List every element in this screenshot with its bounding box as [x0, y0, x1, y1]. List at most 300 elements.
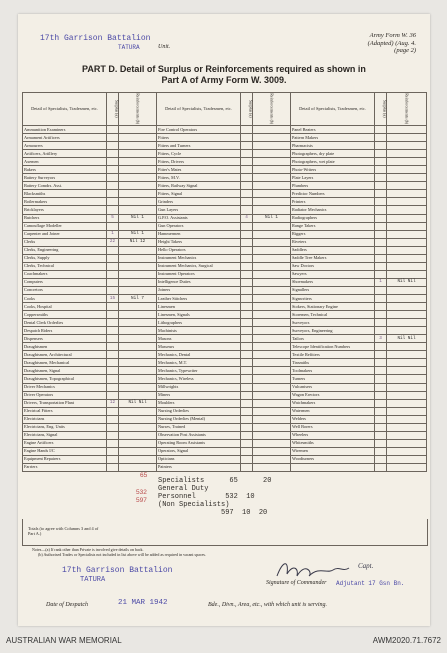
- surplus-cell: [241, 327, 253, 335]
- trade-label: Mechanics, Dental: [157, 351, 241, 359]
- reinforcements-cell: [253, 190, 291, 198]
- surplus-cell: [375, 294, 387, 302]
- trade-label: Wiremen: [291, 447, 375, 455]
- table-row: [23, 383, 427, 391]
- surplus-cell: [241, 375, 253, 383]
- reinforcements-cell: [387, 294, 427, 302]
- trade-label: Printers: [291, 198, 375, 206]
- reinforcements-cell: [387, 142, 427, 150]
- reinforcements-cell: [253, 254, 291, 262]
- reinforcements-cell: [253, 270, 291, 278]
- trade-label: Masseurs: [157, 343, 241, 351]
- reinforcements-cell: [387, 286, 427, 294]
- trade-label: Signwriters: [291, 294, 375, 302]
- trade-label: Instrument Mechanics, Surgical: [157, 262, 241, 270]
- header-surplus: Surplus (a): [241, 93, 253, 126]
- reinforcements-cell: [253, 319, 291, 327]
- reinforcements-cell: [387, 262, 427, 270]
- surplus-cell: [107, 367, 119, 375]
- trade-label: Saddlers: [291, 246, 375, 254]
- surplus-cell: [107, 126, 119, 134]
- surplus-cell: [107, 142, 119, 150]
- trade-label: Plumbers: [291, 182, 375, 190]
- note-b: (b) Authorised Trades or Specialists not included in list above will be added as required in vacant spaces.: [38, 552, 206, 557]
- trade-label: Blacksmiths: [23, 190, 107, 198]
- surplus-cell: [375, 134, 387, 142]
- surplus-cell: [241, 431, 253, 439]
- trade-label: Ammunition Examiners: [23, 126, 107, 134]
- trade-label: Fitter's Mates: [157, 166, 241, 174]
- surplus-cell: [107, 351, 119, 359]
- trade-label: Equipment Repairers: [23, 455, 107, 463]
- surplus-cell: [107, 222, 119, 230]
- header-reinforcements: Reinforcements (b): [387, 93, 427, 126]
- trade-label: Draughtsmen, Topographical: [23, 375, 107, 383]
- trade-label: Sawyers: [291, 270, 375, 278]
- trade-label: Tinsmiths: [291, 359, 375, 367]
- reinforcements-cell: [119, 327, 157, 335]
- red-margin-number: 597: [136, 497, 147, 504]
- reinforcements-cell: [119, 415, 157, 423]
- trade-label: Axemen: [23, 158, 107, 166]
- trade-label: Mechanics, M.T.: [157, 359, 241, 367]
- surplus-cell: [241, 455, 253, 463]
- reinforcements-cell: [253, 198, 291, 206]
- trade-label: Leather Stitchers: [157, 294, 241, 302]
- trade-label: Watermen: [291, 407, 375, 415]
- reinforcements-cell: [119, 222, 157, 230]
- reinforcements-cell: [119, 126, 157, 134]
- table-row: [23, 351, 427, 359]
- surplus-cell: [241, 142, 253, 150]
- reinforcements-cell: Nil 1: [119, 214, 157, 222]
- reinforcements-cell: [253, 407, 291, 415]
- surplus-cell: [107, 455, 119, 463]
- reinforcements-cell: [119, 407, 157, 415]
- specialists-table: [22, 92, 427, 472]
- trade-label: Woodturners: [291, 455, 375, 463]
- trade-label: Pattern Makers: [291, 134, 375, 142]
- reinforcements-cell: [387, 375, 427, 383]
- surplus-cell: [241, 423, 253, 431]
- surplus-cell: [375, 447, 387, 455]
- surplus-cell: [241, 270, 253, 278]
- surplus-cell: [107, 278, 119, 286]
- trade-label: Machinists: [157, 327, 241, 335]
- table-row: [23, 375, 427, 383]
- trade-label: Tailors: [291, 335, 375, 343]
- unit-place-stamp-bottom: TATURA: [80, 576, 106, 584]
- surplus-cell: [107, 383, 119, 391]
- reinforcements-cell: [387, 150, 427, 158]
- surplus-cell: [107, 407, 119, 415]
- form-reference: [368, 32, 416, 55]
- trade-label: Boilermakers: [23, 198, 107, 206]
- trade-label: Artificers, Artillery: [23, 150, 107, 158]
- surplus-cell: [375, 375, 387, 383]
- reinforcements-cell: [253, 359, 291, 367]
- header-reinforcements: Reinforcements (b): [119, 93, 157, 126]
- reinforcements-cell: [253, 399, 291, 407]
- surplus-cell: 3: [375, 335, 387, 343]
- reinforcements-cell: [387, 319, 427, 327]
- reinforcements-cell: [387, 367, 427, 375]
- reinforcements-cell: [387, 423, 427, 431]
- reinforcements-cell: [253, 303, 291, 311]
- trade-label: Grinders: [157, 198, 241, 206]
- reinforcements-cell: [253, 439, 291, 447]
- trade-label: Toolmakers: [291, 367, 375, 375]
- trade-label: Farriers: [23, 463, 107, 471]
- reinforcements-cell: [119, 455, 157, 463]
- trade-label: Nurses, Trained: [157, 423, 241, 431]
- surplus-cell: [107, 303, 119, 311]
- reinforcements-cell: [387, 303, 427, 311]
- trade-label: Electricians: [23, 415, 107, 423]
- reinforcements-cell: [387, 174, 427, 182]
- reinforcements-cell: [253, 455, 291, 463]
- table-row: [23, 319, 427, 327]
- trade-label: Bakers: [23, 166, 107, 174]
- table-row: [23, 439, 427, 447]
- surplus-cell: [107, 198, 119, 206]
- table-row: [23, 182, 427, 190]
- reinforcements-cell: [119, 351, 157, 359]
- totals-line: Specialists 65 20: [158, 477, 272, 485]
- trade-label: Predictor Numbers: [291, 190, 375, 198]
- surplus-cell: [107, 150, 119, 158]
- surplus-cell: [107, 158, 119, 166]
- trade-label: Armament Artificers: [23, 134, 107, 142]
- totals-line: General Duty: [158, 485, 209, 493]
- trade-label: Draughtsmen, Signal: [23, 367, 107, 375]
- signature-annotation: Capt.: [358, 562, 374, 570]
- table-row: [23, 134, 427, 142]
- reinforcements-cell: [119, 134, 157, 142]
- surplus-cell: [375, 262, 387, 270]
- surplus-cell: [375, 351, 387, 359]
- table-row: [23, 431, 427, 439]
- surplus-cell: [107, 166, 119, 174]
- reinforcements-cell: [253, 150, 291, 158]
- trade-label: Clerks, Supply: [23, 254, 107, 262]
- reinforcements-cell: [119, 311, 157, 319]
- reinforcements-cell: [253, 262, 291, 270]
- reinforcements-cell: [253, 463, 291, 471]
- trade-label: Wagon Erectors: [291, 391, 375, 399]
- reinforcements-cell: [387, 343, 427, 351]
- trade-label: Linesmen: [157, 303, 241, 311]
- trade-label: Watchmakers: [291, 399, 375, 407]
- surplus-cell: [241, 463, 253, 471]
- trade-label: Dental Clerk Orderlies: [23, 319, 107, 327]
- totals-line: Personnel 532 10: [158, 493, 255, 501]
- reinforcements-cell: [119, 335, 157, 343]
- reinforcements-cell: [253, 335, 291, 343]
- table-row: [23, 230, 427, 238]
- trade-label: Stokers, Stationary Engine: [291, 303, 375, 311]
- trade-label: Textile Refitters: [291, 351, 375, 359]
- reinforcements-cell: [119, 246, 157, 254]
- surplus-cell: [107, 174, 119, 182]
- trade-label: Wheelers: [291, 431, 375, 439]
- trade-label: [291, 463, 375, 471]
- reinforcements-cell: [119, 198, 157, 206]
- reinforcements-cell: [253, 343, 291, 351]
- trade-label: Engine Artificers: [23, 439, 107, 447]
- surplus-cell: [107, 463, 119, 471]
- table-row: [23, 238, 427, 246]
- surplus-cell: [375, 407, 387, 415]
- table-row: [23, 415, 427, 423]
- trade-label: Riveters: [291, 238, 375, 246]
- trade-label: Engine Hands I/C: [23, 447, 107, 455]
- table-row: [23, 166, 427, 174]
- trade-label: Storemen, Technical: [291, 311, 375, 319]
- surplus-cell: [241, 303, 253, 311]
- form-title-line1: PART D. Detail of Surplus or Reinforcements required as shown in: [82, 64, 366, 74]
- surplus-cell: [375, 383, 387, 391]
- surplus-cell: [375, 391, 387, 399]
- reinforcements-cell: [119, 262, 157, 270]
- reinforcements-cell: [387, 391, 427, 399]
- reinforcements-cell: [387, 407, 427, 415]
- trade-label: Gun Operators: [157, 222, 241, 230]
- trade-label: Panel Beaters: [291, 126, 375, 134]
- table-row: [23, 174, 427, 182]
- trade-label: Height Takers: [157, 238, 241, 246]
- trade-label: Riggers: [291, 230, 375, 238]
- trade-label: Opticians: [157, 455, 241, 463]
- reinforcements-cell: [253, 383, 291, 391]
- reinforcements-cell: [387, 246, 427, 254]
- trade-label: Clerks, Engineering: [23, 246, 107, 254]
- despatch-date-stamp: 21 MAR 1942: [118, 599, 168, 607]
- reinforcements-cell: [253, 431, 291, 439]
- form-title-line2: Part A of Army Form W. 3009.: [161, 75, 287, 85]
- table-row: [23, 327, 427, 335]
- table-row: [23, 367, 427, 375]
- trade-label: Turners: [291, 375, 375, 383]
- table-row: [23, 198, 427, 206]
- despatch-label: Date of Despatch: [46, 602, 88, 608]
- surplus-cell: 12: [107, 399, 119, 407]
- table-row: [23, 222, 427, 230]
- trade-label: Coppersmiths: [23, 311, 107, 319]
- surplus-cell: [375, 423, 387, 431]
- surplus-cell: 4: [241, 214, 253, 222]
- surplus-cell: [375, 150, 387, 158]
- surplus-cell: [375, 399, 387, 407]
- surplus-cell: [241, 126, 253, 134]
- table-row: [23, 399, 427, 407]
- surplus-cell: 1: [375, 278, 387, 286]
- trade-label: Draughtsmen: [23, 343, 107, 351]
- trade-label: Saw Doctors: [291, 262, 375, 270]
- reinforcements-cell: [253, 415, 291, 423]
- reinforcements-cell: [387, 383, 427, 391]
- trade-label: Plate Layers: [291, 174, 375, 182]
- surplus-cell: [375, 174, 387, 182]
- trade-label: Battery Comdrs. Asst.: [23, 182, 107, 190]
- trade-label: Lithographers: [157, 319, 241, 327]
- trade-label: Driver Mechanics: [23, 383, 107, 391]
- reinforcements-cell: [253, 278, 291, 286]
- reinforcements-cell: [253, 294, 291, 302]
- surplus-cell: [375, 455, 387, 463]
- trade-label: Masons: [157, 335, 241, 343]
- reinforcements-cell: [253, 391, 291, 399]
- surplus-cell: [375, 439, 387, 447]
- reinforcements-cell: [119, 182, 157, 190]
- surplus-cell: [375, 246, 387, 254]
- reinforcements-cell: [119, 447, 157, 455]
- table-row: [23, 311, 427, 319]
- table-row: [23, 214, 427, 222]
- totals-block: [158, 477, 271, 517]
- reinforcements-cell: [253, 206, 291, 214]
- surplus-cell: [375, 182, 387, 190]
- form-ref-line1: Army Form W. 36: [369, 32, 416, 39]
- surplus-cell: [241, 399, 253, 407]
- trade-label: Joiners: [157, 286, 241, 294]
- reinforcements-cell: [253, 311, 291, 319]
- trade-label: Signallers: [291, 286, 375, 294]
- reinforcements-cell: [387, 126, 427, 134]
- surplus-cell: [375, 311, 387, 319]
- reinforcements-cell: [119, 343, 157, 351]
- surplus-cell: [241, 174, 253, 182]
- surplus-cell: [241, 335, 253, 343]
- totals-line: 597 10 20: [158, 509, 268, 517]
- trade-label: Fitters, Drivers: [157, 158, 241, 166]
- reinforcements-cell: [119, 278, 157, 286]
- trade-label: Instrument Mechanics: [157, 254, 241, 262]
- header-detail: Detail of Specialists, Tradesmen, etc.: [291, 93, 375, 126]
- surplus-cell: [241, 182, 253, 190]
- surplus-cell: [375, 214, 387, 222]
- table-header-row: [23, 93, 427, 126]
- surplus-cell: [241, 238, 253, 246]
- header-detail: Detail of Specialists, Tradesmen, etc.: [157, 93, 241, 126]
- header-surplus: Surplus (a): [375, 93, 387, 126]
- reinforcements-cell: [119, 190, 157, 198]
- reinforcements-cell: Nil Nil: [387, 335, 427, 343]
- surplus-cell: [375, 254, 387, 262]
- trade-label: Pharmacists: [291, 142, 375, 150]
- surplus-cell: [107, 335, 119, 343]
- surplus-cell: [375, 270, 387, 278]
- reinforcements-cell: [387, 206, 427, 214]
- surplus-cell: [107, 246, 119, 254]
- reinforcements-cell: [119, 319, 157, 327]
- trade-label: Vulcanisers: [291, 383, 375, 391]
- reinforcements-cell: [387, 230, 427, 238]
- trade-label: Electricians, Eng. Units: [23, 423, 107, 431]
- trade-label: Nursing Orderlies (Mental): [157, 415, 241, 423]
- table-row: [23, 303, 427, 311]
- trade-label: Cooks: [23, 294, 107, 302]
- surplus-cell: [375, 238, 387, 246]
- reinforcements-cell: [119, 463, 157, 471]
- trade-label: Photo-Writers: [291, 166, 375, 174]
- trade-label: Driver Operators: [23, 391, 107, 399]
- table-row: [23, 142, 427, 150]
- surplus-cell: [375, 367, 387, 375]
- reinforcements-cell: Nil 7: [119, 294, 157, 302]
- surplus-cell: 5: [107, 214, 119, 222]
- table-body: [23, 126, 427, 472]
- reinforcements-cell: Nil 1: [253, 214, 291, 222]
- reinforcements-cell: [119, 383, 157, 391]
- trade-label: Nursing Orderlies: [157, 407, 241, 415]
- reinforcements-cell: Nil 1: [119, 230, 157, 238]
- trade-label: Fitters: [157, 134, 241, 142]
- surplus-cell: [107, 262, 119, 270]
- reinforcements-cell: [119, 367, 157, 375]
- totals-line: (Non Specialists): [158, 501, 230, 509]
- surplus-cell: [375, 230, 387, 238]
- reinforcements-cell: [253, 134, 291, 142]
- trade-label: Cooks, Hospital: [23, 303, 107, 311]
- reinforcements-cell: [387, 222, 427, 230]
- surplus-cell: [375, 359, 387, 367]
- surplus-cell: [107, 311, 119, 319]
- surplus-cell: [107, 327, 119, 335]
- surplus-cell: [107, 206, 119, 214]
- reinforcements-cell: [387, 455, 427, 463]
- trade-label: Photographers, wet plate: [291, 158, 375, 166]
- surplus-cell: [375, 142, 387, 150]
- reinforcements-cell: [119, 142, 157, 150]
- reinforcements-cell: [387, 182, 427, 190]
- reinforcements-cell: [387, 198, 427, 206]
- trade-label: Moulders: [157, 399, 241, 407]
- trade-label: Photographers, dry plate: [291, 150, 375, 158]
- table-row: [23, 423, 427, 431]
- table-row: [23, 270, 427, 278]
- table-row: [23, 447, 427, 455]
- header-detail: Detail of Specialists, Tradesmen, etc.: [23, 93, 107, 126]
- trade-label: Whitesmiths: [291, 439, 375, 447]
- trade-label: Bricklayers: [23, 206, 107, 214]
- table-row: [23, 463, 427, 471]
- trade-label: Telescope Identification Numbers: [291, 343, 375, 351]
- surplus-cell: [241, 294, 253, 302]
- surplus-cell: [241, 230, 253, 238]
- trade-label: Mechanics, Typewriter: [157, 367, 241, 375]
- reinforcements-cell: [119, 439, 157, 447]
- reinforcements-cell: [387, 254, 427, 262]
- surplus-cell: [375, 166, 387, 174]
- header-reinforcements: Reinforcements (b): [253, 93, 291, 126]
- reinforcements-cell: [253, 182, 291, 190]
- reinforcements-cell: [387, 158, 427, 166]
- table-row: [23, 158, 427, 166]
- form-ref-line2: (Adapted) (Aug. 4.: [367, 39, 416, 47]
- reinforcements-cell: [253, 158, 291, 166]
- note-a: Notes—(a) If rank other than Private is involved give details on back.: [32, 547, 144, 552]
- trade-label: Coachmakers: [23, 270, 107, 278]
- reinforcements-cell: [253, 174, 291, 182]
- form-ref-line3: (page 2): [394, 47, 416, 54]
- surplus-cell: [241, 286, 253, 294]
- reinforcements-cell: [387, 238, 427, 246]
- table-row: [23, 335, 427, 343]
- unit-label: Unit.: [158, 44, 171, 50]
- reinforcements-cell: [253, 286, 291, 294]
- surplus-cell: 15: [107, 294, 119, 302]
